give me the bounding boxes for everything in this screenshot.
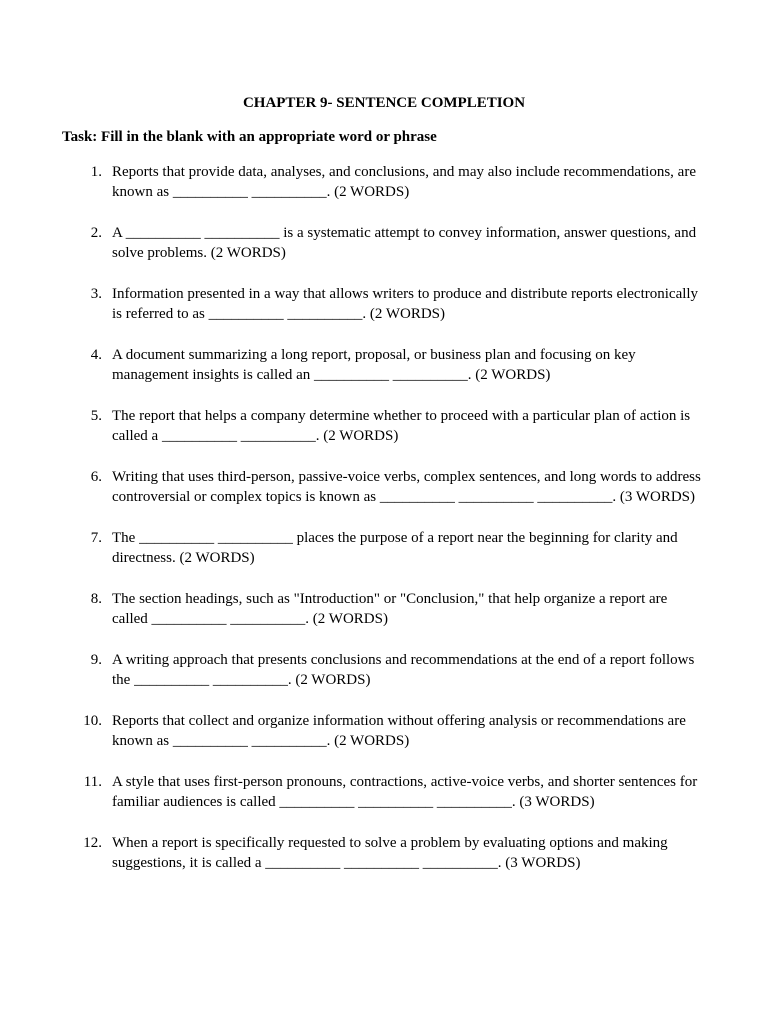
page-title: CHAPTER 9- SENTENCE COMPLETION [242, 95, 526, 111]
question-text: A writing approach that presents conclusions and recommendations at the end of a report follows the __________ __________. (2 WORDS) [112, 652, 695, 688]
question-item [0, 223, 768, 263]
question-number: 6. [90, 469, 102, 485]
question-text: A document summarizing a long report, proposal, or business plan and focusing on key management insights is called an __________ __________. (2 WORDS) [112, 347, 636, 383]
question-text: A __________ __________ is a systematic attempt to convey information, answer questions, and solve problems. (2 WORDS) [112, 225, 697, 261]
question-text: Writing that uses third-person, passive-voice verbs, complex sentences, and long words to address controversial or complex topics is known as __________ __________ __________. (3 WORDS) [112, 469, 701, 505]
question-number: 10. [83, 713, 102, 729]
question-text: When a report is specifically requested to solve a problem by evaluating options and making suggestions, it is called a __________ __________ __________. (3 WORDS) [112, 835, 668, 871]
question-text: Information presented in a way that allows writers to produce and distribute reports electronically is referred to as __________ __________. (2 WORDS) [112, 286, 699, 322]
question-item [0, 284, 768, 324]
question-number: 7. [90, 530, 102, 546]
question-number: 2. [90, 225, 102, 241]
question-item [0, 711, 768, 751]
question-item [0, 162, 768, 202]
question-number: 12. [83, 835, 102, 851]
question-number: 3. [90, 286, 102, 302]
task-instruction: Task: Fill in the blank with an appropriate word or phrase [62, 129, 437, 145]
question-list [0, 162, 768, 894]
question-number: 8. [90, 591, 102, 607]
question-number: 9. [90, 652, 102, 668]
question-text: Reports that provide data, analyses, and conclusions, and may also include recommendations, are known as __________ __________. (2 WORDS) [112, 164, 696, 200]
question-number: 11. [83, 774, 102, 790]
question-text: The section headings, such as "Introduction" or "Conclusion," that help organize a report are called __________ __________. (2 WORDS) [112, 591, 668, 627]
question-item [0, 650, 768, 690]
question-number: 1. [90, 164, 102, 180]
question-item [0, 772, 768, 812]
question-item [0, 589, 768, 629]
question-item [0, 406, 768, 446]
question-text: Reports that collect and organize information without offering analysis or recommendations are known as __________ __________. (2 WORDS) [112, 713, 686, 749]
question-text: The __________ __________ places the purpose of a report near the beginning for clarity and directness. (2 WORDS) [112, 530, 678, 566]
question-item [0, 833, 768, 873]
question-number: 4. [90, 347, 102, 363]
question-text: The report that helps a company determine whether to proceed with a particular plan of action is called a __________ __________. (2 WORDS) [112, 408, 691, 444]
question-item [0, 467, 768, 507]
question-text: A style that uses first-person pronouns, contractions, active-voice verbs, and shorter sentences for familiar audiences is called __________ __________ __________. (3 WORDS) [112, 774, 698, 810]
question-item [0, 528, 768, 568]
question-number: 5. [90, 408, 102, 424]
question-item [0, 345, 768, 385]
